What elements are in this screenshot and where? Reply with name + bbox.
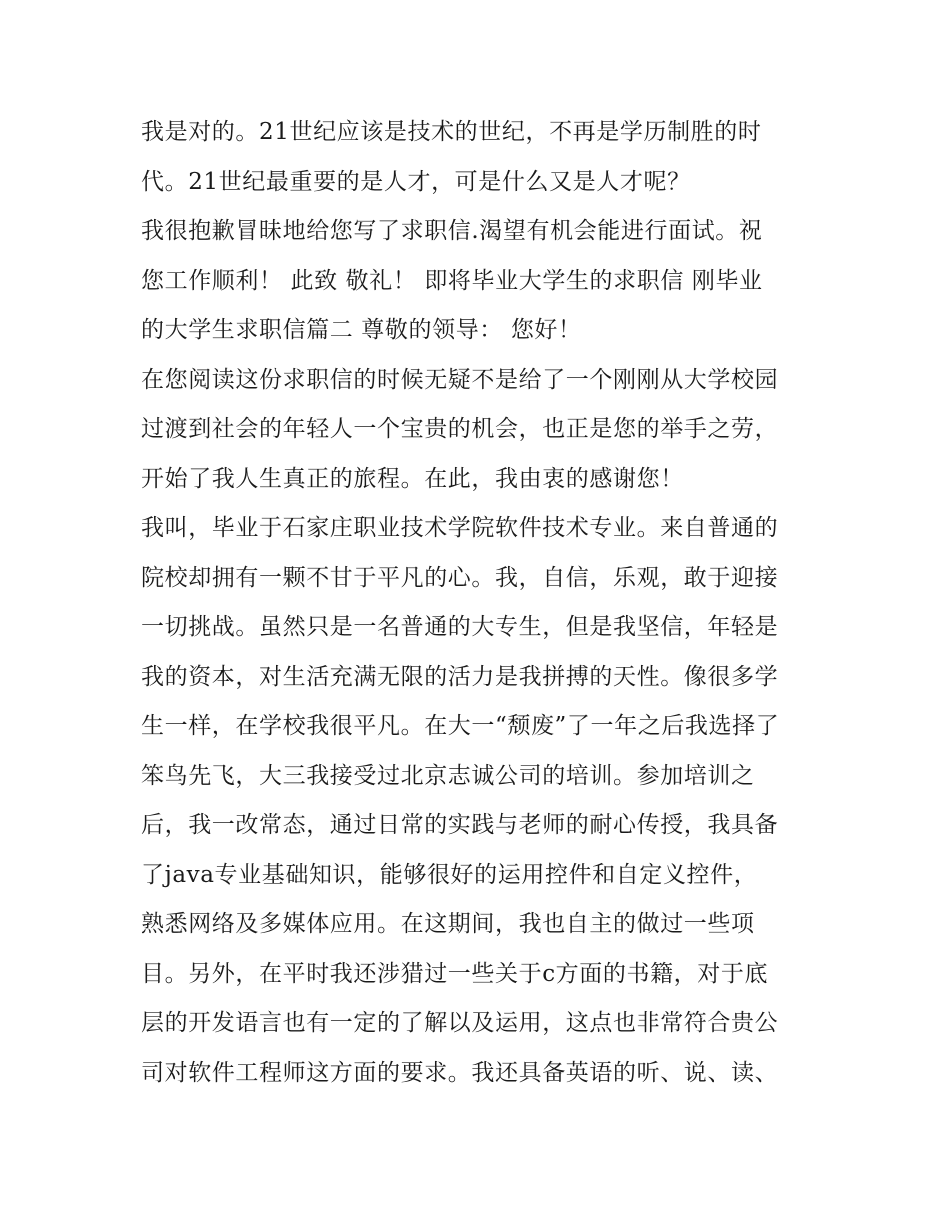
- text-line: 过渡到社会的年轻人一个宝贵的机会，也正是您的举手之劳，: [141, 416, 779, 442]
- text-line: 代。21世纪最重要的是人才，可是什么又是人才呢？: [141, 168, 691, 195]
- text-line: 一切挑战。虽然只是一名普通的大专生，但是我坚信，年轻是: [141, 614, 779, 640]
- text-line: 我是对的。21世纪应该是技术的世纪，不再是学历制胜的时: [141, 119, 762, 145]
- text-line: 司对软件工程师这方面的要求。我还具备英语的听、说、读、: [141, 1059, 779, 1086]
- body-text: [141, 108, 831, 1098]
- text-line: 层的开发语言也有一定的了解以及运用，这点也非常符合贵公: [141, 1010, 779, 1036]
- text-line: 了java专业基础知识，能够很好的运用控件和自定义控件，: [141, 861, 758, 888]
- text-line: 生一样，在学校我很平凡。在大一“颓废”了一年之后我选择了: [141, 713, 780, 739]
- text-line: 我叫，毕业于石家庄职业技术学院软件技术专业。来自普通的: [141, 515, 779, 541]
- text-line: 在您阅读这份求职信的时候无疑不是给了一个刚刚从大学校园: [141, 366, 779, 393]
- text-line: 您工作顺利！ 此致 敬礼！ 即将毕业大学生的求职信 刚毕业: [141, 267, 763, 294]
- text-line: 目。另外，在平时我还涉猎过一些关于c方面的书籍，对于底: [141, 960, 769, 987]
- text-line: 的大学生求职信篇二 尊敬的领导： 您好！: [141, 317, 582, 343]
- text-line: 我很抱歉冒昧地给您写了求职信.渴望有机会能进行面试。祝: [141, 218, 763, 244]
- text-line: 熟悉网络及多媒体应用。在这期间，我也自主的做过一些项: [141, 911, 755, 937]
- text-line: 笨鸟先飞，大三我接受过北京志诚公司的培训。参加培训之: [141, 762, 755, 789]
- text-line: 开始了我人生真正的旅程。在此，我由衷的感谢您！: [141, 465, 684, 492]
- text-line: 我的资本，对生活充满无限的活力是我拼搏的天性。像很多学: [141, 663, 779, 690]
- text-line: 院校却拥有一颗不甘于平凡的心。我，自信，乐观，敢于迎接: [141, 564, 779, 591]
- text-line: 后，我一改常态，通过日常的实践与老师的耐心传授，我具备: [141, 812, 779, 838]
